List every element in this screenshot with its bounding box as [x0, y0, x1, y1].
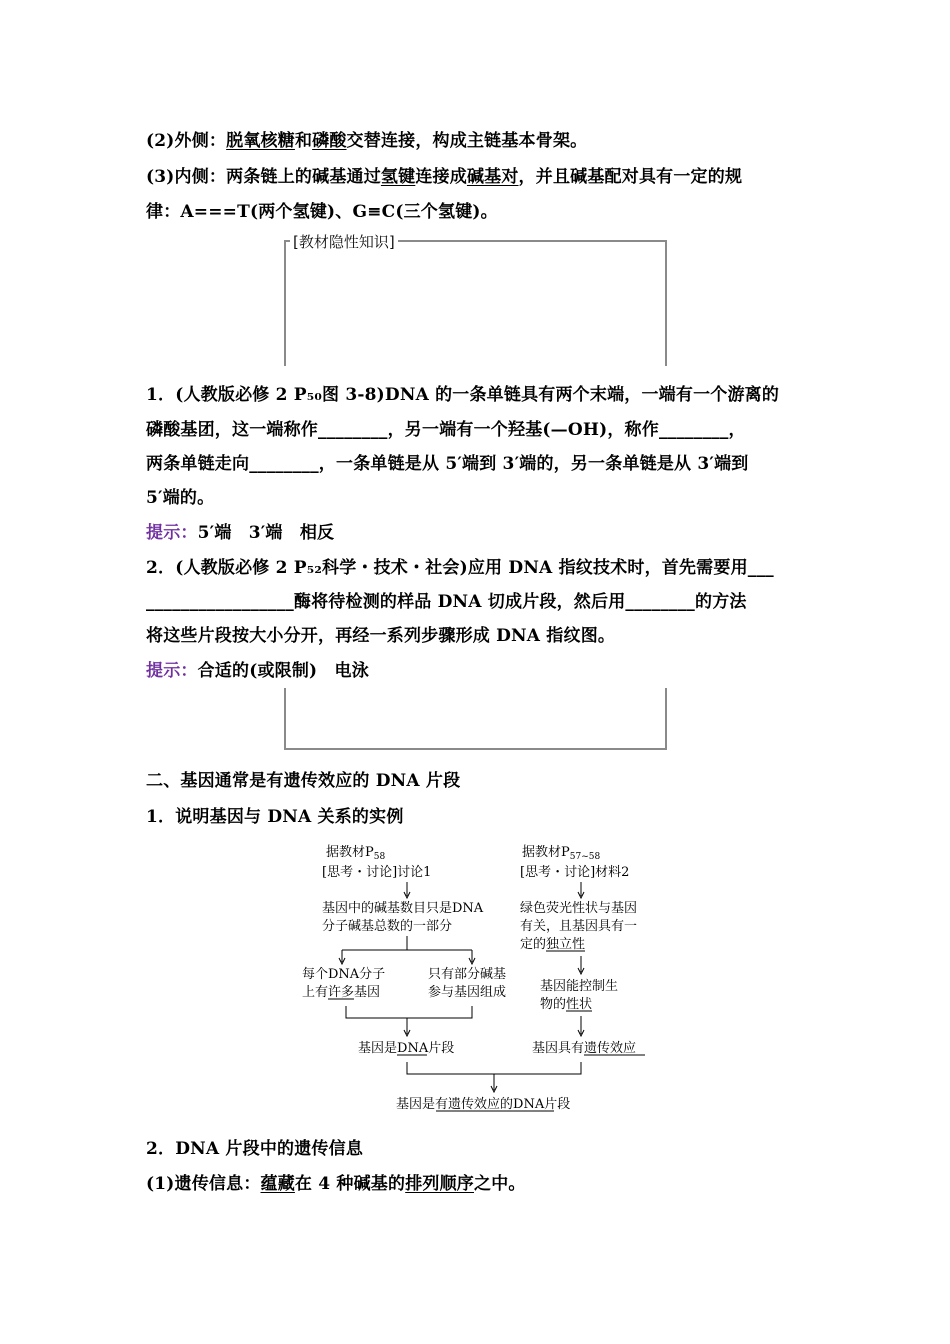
hint-answer: 5′端 3′端 相反	[197, 523, 335, 543]
answer-hydrogen-bond: 氢键	[380, 167, 416, 187]
left-left-line2: 上有许多基因	[302, 985, 381, 1000]
paragraph-genetic-information: (1)遗传信息：蕴藏在 4 种碱基的排列顺序之中。	[146, 1174, 526, 1194]
question-2-line2: _________________酶将待检测的样品 DNA 切成片段，然后用________的方法	[146, 592, 747, 612]
knowledge-box-frame-bottom	[284, 688, 667, 750]
answer-base-pair: 碱基对	[466, 167, 519, 187]
paragraph-inner-side: (3)内侧：两条链上的碱基通过氢键连接成碱基对，并且碱基配对具有一定的规	[146, 167, 743, 187]
question-2-line3: 将这些片段按大小分开，再经一系列步骤形成 DNA 指纹图。	[146, 626, 616, 646]
question-1-line1: 1．(人教版必修 2 P₅₀图 3-8)DNA 的一条单链具有两个末端，一端有一个游离的	[146, 385, 780, 405]
left-box-line2: 分子碱基总数的一部分	[322, 919, 453, 934]
answer-sequence: 排列顺序	[405, 1174, 474, 1194]
right-box1-line1: 绿色荧光性状与基因	[520, 901, 638, 916]
right-source-line2: [思考・讨论]材料2	[520, 865, 630, 880]
question-2-line1: 2．(人教版必修 2 P₅₂科学・技术・社会)应用 DNA 指纹技术时，首先需要用___	[146, 558, 774, 578]
final-conclusion: 基因是有遗传效应的DNA片段	[396, 1097, 571, 1112]
left-left-line1: 每个DNA分子	[302, 967, 386, 982]
hint-label: 提示：	[146, 523, 198, 543]
right-box1-line3: 定的独立性	[520, 937, 586, 952]
paragraph-inner-side-line2: 律：A===T(两个氢键)、G≡C(三个氢键)。	[146, 202, 498, 222]
section-2-subtitle-2: 2．DNA 片段中的遗传信息	[146, 1139, 364, 1159]
right-source-line1: 据教材$P_{57\sim 58}$	[522, 845, 601, 862]
section-2-title: 二、基因通常是有遗传效应的 DNA 片段	[146, 771, 461, 791]
left-source-line1: 据教材$P_{58}$	[326, 845, 386, 862]
question-1-line2: 磷酸基团，这一端称作________，另一端有一个羟基(—OH)，称作________，	[146, 420, 746, 440]
right-box2-line2: 物的性状	[540, 997, 593, 1012]
left-result: 基因是DNA片段	[358, 1041, 455, 1056]
hint-answer: 合适的(或限制) 电泳	[197, 661, 369, 681]
left-box-line1: 基因中的碱基数目只是DNA	[322, 901, 484, 916]
left-right-line1: 只有部分碱基	[428, 967, 507, 982]
left-right-line2: 参与基因组成	[428, 985, 507, 1000]
question-1-line3: 两条单链走向________，一条单链是从 5′端到 3′端的，另一条单链是从 3′端到	[146, 454, 749, 474]
paragraph-outer-side: (2)外侧：脱氧核糖和磷酸交替连接，构成主链基本骨架。	[146, 131, 588, 151]
right-result: 基因具有遗传效应	[532, 1041, 637, 1056]
gene-dna-relation-diagram	[300, 838, 660, 1128]
question-1-hint	[146, 518, 334, 543]
knowledge-box-frame	[284, 240, 667, 366]
section-2-subtitle-1: 1．说明基因与 DNA 关系的实例	[146, 807, 404, 827]
right-box1-line2: 有关，且基因具有一	[520, 919, 638, 934]
right-box2-line1: 基因能控制生	[540, 979, 619, 994]
answer-phosphate: 磷酸	[312, 131, 347, 151]
answer-contained: 蕴藏	[260, 1174, 295, 1194]
knowledge-box-title: [教材隐性知识]	[290, 231, 398, 252]
question-1-line4: 5′端的。	[146, 488, 215, 508]
answer-deoxyribose: 脱氧核糖	[226, 131, 295, 151]
left-source-line2: [思考・讨论]讨论1	[322, 865, 432, 880]
question-2-hint	[146, 656, 369, 681]
hint-label: 提示：	[146, 661, 198, 681]
